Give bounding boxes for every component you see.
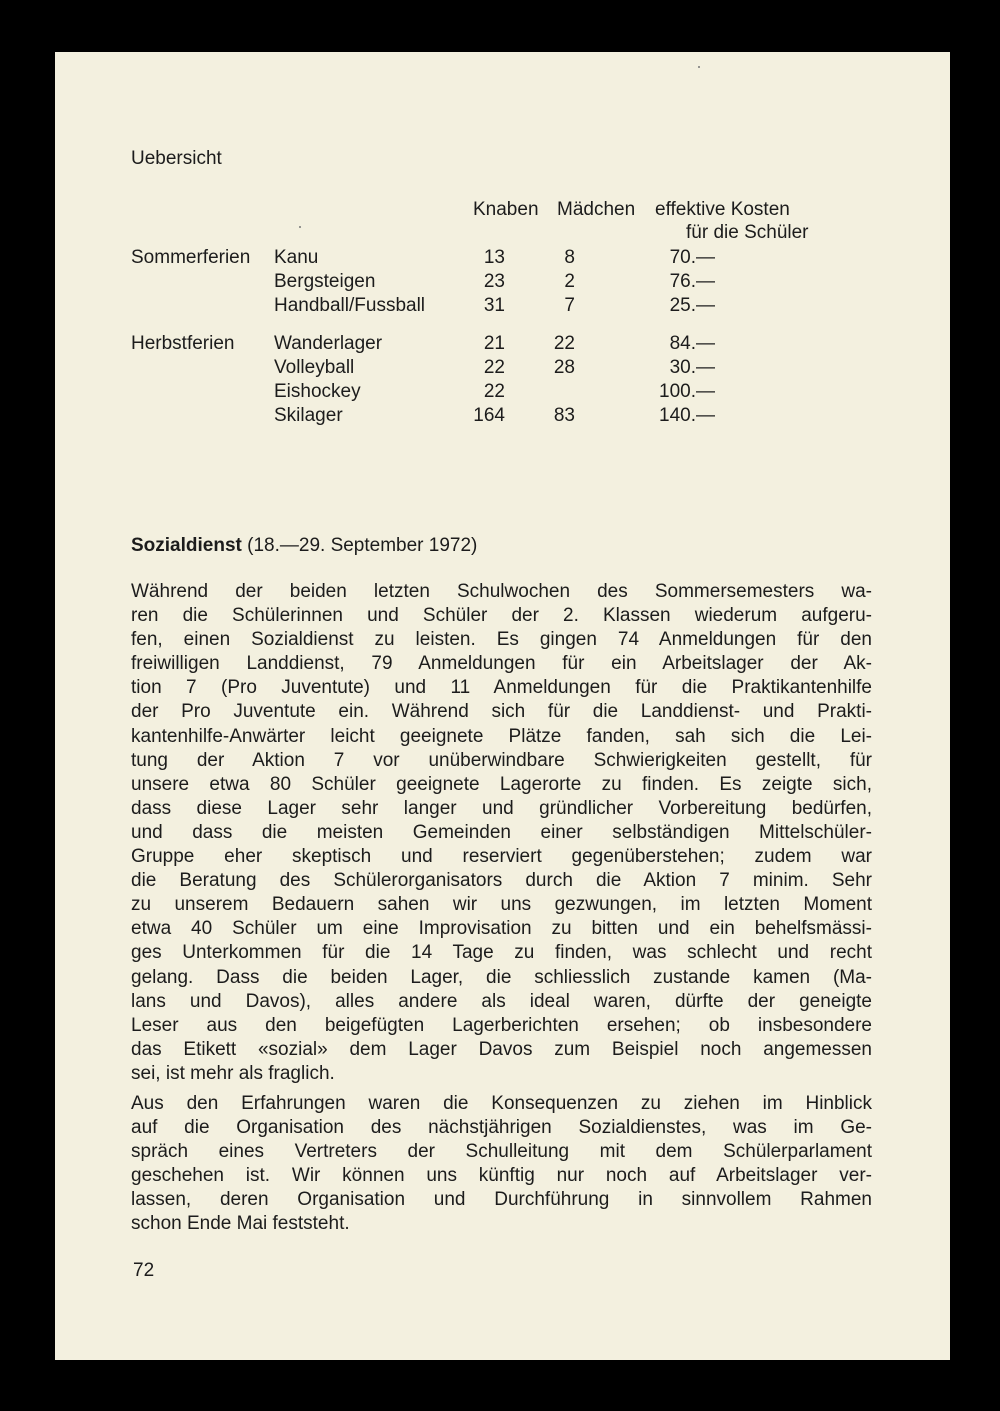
kosten-value: 100.— [659,381,715,402]
text-line: gelang. Dass die beiden Lager, die schliesslich zustande kamen (Ma- [131,966,872,988]
text-line: das Etikett «sozial» dem Lager Davos zum Beispiel noch angemessen [131,1038,872,1060]
knaben-value: 22 [483,381,505,402]
text-line: ren die Schülerinnen und Schüler der 2. Klassen wiederum aufgeru- [131,605,872,627]
text-line: Gruppe eher skeptisch und reserviert gegenüberstehen; zudem war [131,846,872,868]
kosten-value: 84.— [669,333,715,354]
header-maedchen: Mädchen [557,199,636,220]
header-kosten-line1: effektive Kosten [655,199,790,220]
text-line: lans und Davos), alles andere als ideal waren, dürfte der geneigte [131,990,872,1012]
print-speck [299,226,301,228]
text-line: unsere etwa 80 Schüler geeignete Lagerorte zu finden. Es zeigte sich, [131,773,872,795]
activity-label: Volleyball [274,357,355,378]
knaben-value: 13 [483,247,505,268]
text-line: dass diese Lager sehr langer und gründlicher Vorbereitung bedürfen, [131,797,872,819]
text-line: Aus den Erfahrungen waren die Konsequenzen zu ziehen im Hinblick [131,1093,872,1114]
kosten-value: 25.— [669,295,715,316]
text-line: der Pro Juventute ein. Während sich für die Landdienst- und Prakti- [131,701,872,723]
group-label-sommerferien: Sommerferien [131,247,251,268]
text-line: fen, einen Sozialdienst zu leisten. Es gingen 74 Anmeldungen für den [131,629,872,651]
text-line: die Beratung des Schülerorganisators durch die Aktion 7 minim. Sehr [131,870,872,892]
print-speck [698,66,700,68]
text-line: kantenhilfe-Anwärter leicht geeignete Plätze fanden, sah sich die Lei- [131,725,872,747]
knaben-value: 21 [483,333,505,354]
group-label-herbstferien: Herbstferien [131,333,235,354]
section-title-bold: Sozialdienst [131,535,242,556]
paragraph-2 [131,1092,872,1237]
text-line: freiwilligen Landdienst, 79 Anmeldungen für ein Arbeitslager der Ak- [131,653,872,675]
kosten-value: 140.— [659,405,715,426]
text-line: ges Unterkommen für die 14 Tage zu finden, was schlecht und recht [131,942,872,964]
maedchen-value: 8 [564,247,575,268]
kosten-value: 30.— [669,357,715,378]
activity-label: Kanu [274,247,319,268]
knaben-value: 31 [483,295,505,316]
maedchen-value: 2 [564,271,575,292]
header-kosten-line2: für die Schüler [686,222,809,243]
maedchen-value: 7 [564,295,575,316]
text-line: etwa 40 Schüler um eine Improvisation zu bitten und ein behelfsmässi- [131,918,872,940]
text-line: zu unserem Bedauern sahen wir uns gezwungen, im letzten Moment [131,894,872,916]
text-line: sei, ist mehr als fraglich. [131,1062,335,1084]
document-page [55,52,950,1360]
page-number: 72 [133,1260,155,1281]
knaben-value: 22 [483,357,505,378]
kosten-value: 70.— [669,247,715,268]
text-line: schon Ende Mai feststeht. [131,1213,350,1235]
activity-label: Eishockey [274,381,361,402]
paragraph-1 [131,580,872,1086]
overview-heading: Uebersicht [131,148,222,169]
header-knaben: Knaben [473,199,539,220]
text-line: Leser aus den beigefügten Lagerberichten ersehen; ob insbesondere [131,1014,872,1036]
text-line: tung der Aktion 7 vor unüberwindbare Schwierigkeiten gestellt, für [131,749,872,771]
text-line: und dass die meisten Gemeinden einer selbständigen Mittelschüler- [131,821,872,843]
maedchen-value: 28 [553,357,575,378]
section-title [131,535,477,557]
text-line: Während der beiden letzten Schulwochen des Sommersemesters wa- [131,581,872,602]
text-line: geschehen ist. Wir können uns künftig nur noch auf Arbeitslager ver- [131,1165,872,1187]
knaben-value: 164 [473,405,505,426]
activity-label: Skilager [274,405,343,426]
text-line: lassen, deren Organisation und Durchführung in sinnvollem Rahmen [131,1189,872,1211]
text-line: spräch eines Vertreters der Schulleitung mit dem Schülerparlament [131,1141,872,1163]
text-line: tion 7 (Pro Juventute) und 11 Anmeldungen für die Praktikantenhilfe [131,677,872,699]
maedchen-value: 22 [553,333,575,354]
section-title-dates: (18.—29. September 1972) [241,535,478,556]
activity-label: Bergsteigen [274,271,376,292]
activity-label: Handball/Fussball [274,295,426,316]
activity-label: Wanderlager [274,333,383,354]
kosten-value: 76.— [669,271,715,292]
text-line: auf die Organisation des nächstjährigen Sozialdienstes, was im Ge- [131,1117,872,1139]
maedchen-value: 83 [553,405,575,426]
knaben-value: 23 [483,271,505,292]
